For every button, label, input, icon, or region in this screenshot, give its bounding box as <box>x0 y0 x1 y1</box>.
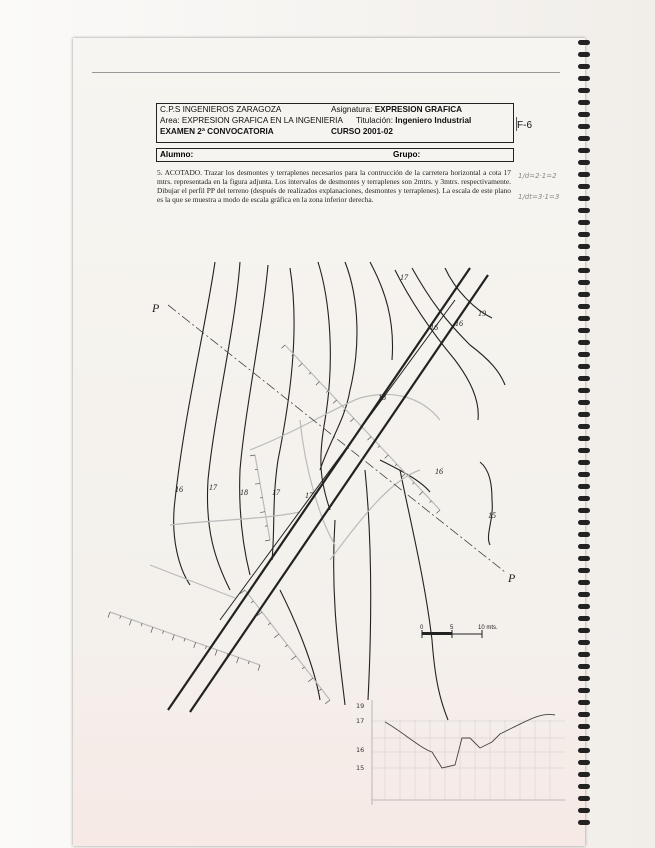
hatch-tick <box>281 345 285 348</box>
contour-label: 16 <box>455 319 463 328</box>
hatch-tick <box>316 382 320 385</box>
contour-label: 18 <box>240 488 248 497</box>
hatch-tick <box>215 650 217 656</box>
construction-line <box>150 565 235 598</box>
contour-label: 18 <box>378 393 386 402</box>
profile-y-label: 17 <box>356 717 365 725</box>
hatch-tick <box>367 437 371 440</box>
contour-label: 17 <box>400 273 408 282</box>
hatch-tick <box>248 661 249 664</box>
road-edge-right <box>190 275 488 712</box>
hatch-tick <box>350 418 354 421</box>
handwritten-note-2: 1/dt=3·1=3 <box>518 193 560 201</box>
hatch-tick <box>151 627 153 633</box>
contour-label: 17 <box>272 488 280 497</box>
hatch-tick <box>129 620 131 626</box>
profile-y-label: 15 <box>356 764 365 772</box>
problem-statement: 5. ACOTADO. Trazar los desmontes y terraplenes necesarios para la contrucción de la carretera horizontal a cota 17 mtrs. representada en la figura adjunta. Los intervalos de desmontes y terraplenes son 2mtrs. y 3mtrs. respectivamente. Dibujar el perfil PP del terreno (después de realizados explanaciones, desmontes y terraplenes). La escala de este plano es la que se muestra a modo de escala gráfica en la zona inferior derecha. <box>157 168 511 205</box>
hatch-tick <box>268 623 270 625</box>
exam-line: EXAMEN 2ª CONVOCATORIA <box>160 127 274 136</box>
hatch-tick <box>255 483 260 484</box>
hatch-tick <box>319 689 321 691</box>
hatch-tick <box>302 667 304 669</box>
hatch-tick <box>309 373 311 375</box>
contour-line <box>280 590 320 700</box>
hatch-tick <box>291 656 296 660</box>
course-line: CURSO 2001-02 <box>331 127 393 136</box>
contour-label: 19 <box>478 309 486 318</box>
section-line-pp <box>168 305 505 572</box>
scale-mid: 5 <box>450 625 454 631</box>
scale-start: 0 <box>420 625 424 631</box>
subject: EXPRESION GRAFICA <box>374 105 463 114</box>
road-axis <box>220 300 455 620</box>
contour-line <box>370 262 393 360</box>
section-p1-label: P <box>152 301 160 315</box>
alumno-label: Alumno: <box>160 150 194 159</box>
degree: Ingeniero Industrial <box>395 116 472 125</box>
construction-line <box>250 394 440 450</box>
hatch-tick <box>402 473 406 476</box>
scale-bar-fill <box>422 632 452 635</box>
contour-line <box>480 462 492 545</box>
contour-line <box>207 262 240 590</box>
area-line: Area: EXPRESION GRAFICA EN LA INGENIERIA <box>160 116 343 125</box>
hatch-tick <box>120 616 121 619</box>
hatch-tick <box>285 645 287 647</box>
hatch-tick <box>299 363 303 366</box>
construction-line <box>170 512 300 525</box>
contour-label: 16 <box>435 467 443 476</box>
contour-line <box>365 470 371 700</box>
hatch-tick <box>274 634 279 638</box>
hatch-tick <box>205 646 206 649</box>
degree-label: Titulación: <box>356 116 394 125</box>
sheet-code: F-6 <box>517 120 532 131</box>
hatch-tick <box>378 446 380 448</box>
contour-line <box>174 262 215 585</box>
hatch-tick <box>325 700 330 704</box>
hatch-tick <box>436 510 440 513</box>
hatch-tick <box>172 635 174 641</box>
section-p2-label: P <box>508 571 516 585</box>
contour-label: 16 <box>175 485 183 494</box>
contour-label: 16 <box>430 323 438 332</box>
profile-verticals <box>385 720 550 800</box>
hatch-tick <box>385 455 389 458</box>
school-name: C.P.S INGENIEROS ZARAGOZA <box>160 105 282 114</box>
profile-y-label: 19 <box>356 702 365 710</box>
road-cota-label: 17 <box>305 491 313 500</box>
hatch-tick <box>237 657 239 663</box>
subject-label: Asignatura: <box>331 105 373 114</box>
hatch-tick <box>308 678 313 682</box>
contour-label: 17 <box>209 483 217 492</box>
hatch-tick <box>194 642 196 648</box>
contour-lines <box>174 262 505 720</box>
contour-line <box>240 265 268 575</box>
hatch-tick <box>251 601 253 603</box>
scale-end: 10 mts. <box>478 625 498 631</box>
hatch-tick <box>430 501 432 503</box>
hatch-tick <box>108 612 110 618</box>
profile-y-label: 16 <box>356 746 365 754</box>
hatch-tick <box>258 665 260 671</box>
hatch-tick <box>412 483 414 485</box>
hatch-tick <box>163 631 164 634</box>
construction-line <box>330 470 420 560</box>
section-line <box>168 305 505 572</box>
hatch-tick <box>184 639 185 642</box>
hatch-tick <box>395 464 397 466</box>
hatch-tick <box>333 400 337 403</box>
grupo-label: Grupo: <box>393 150 421 159</box>
contour-label: 15 <box>488 511 496 520</box>
hatch-tick <box>250 455 255 456</box>
hatch-tick <box>326 391 328 393</box>
profile-gridlines <box>372 721 565 768</box>
contour-line <box>380 460 430 492</box>
construction-lines <box>110 345 440 700</box>
hatch-tick <box>265 540 270 541</box>
handwritten-note-1: 1/d=2·1=2 <box>518 172 557 180</box>
profile-line <box>385 714 555 768</box>
hatch-tick <box>419 492 423 495</box>
hatch-tick <box>141 623 142 626</box>
hatch-tick <box>260 512 265 513</box>
profile-pp <box>356 700 565 805</box>
